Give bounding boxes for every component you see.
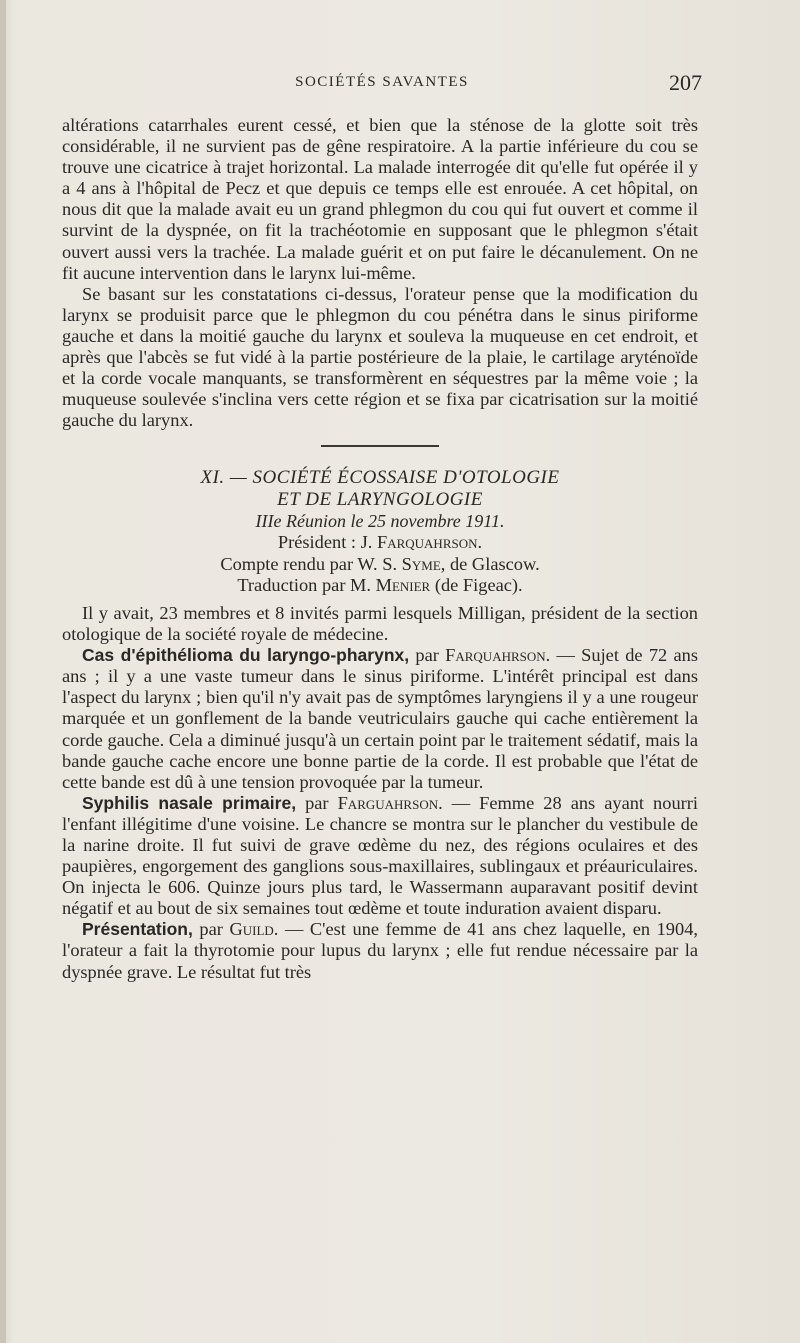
page-header — [62, 70, 702, 100]
author-guild: Guild. — [229, 919, 279, 940]
by-text: par — [409, 645, 446, 666]
section-title-line2: ET DE LARYNGOLOGIE — [277, 489, 483, 510]
case-body-presentation: — C'est une femme de 41 ans chez laquelle, en 1904, l'orateur a fait la thyrotomie pour lupus du larynx ; elle fut rendue nécessaire par la dyspnée grave. Le résultat fut très — [62, 919, 698, 982]
paragraph-orateur: Se basant sur les constatations ci-dessus, l'orateur pense que la modification du larynx se produisit parce que le phlegmon du cou pénétra dans le sinus piriforme gauche et dans la moitié gauche du larynx et souleva la muqueuse en cet endroit, et après que l'abcès se fut vidé à la partie postérieure de la plaie, le cartilage aryténoïde et la corde vocale manquants, se transformèrent en séquestres par la même voie ; la muqueuse soulevée s'inclina vers cette région et se fixa par cicatrisation sur la moitié gauche du larynx. — [62, 283, 698, 431]
page-number: 207 — [669, 70, 702, 95]
paragraph-continuation: altérations catarrhales eurent cessé, et bien que la sténose de la glotte soit très considérable, il ne survient pas de gêne respiratoire. A la partie inférieure du cou se trouve une cicatrice à trajet horizontal. La malade interrogée dit qu'elle fut opérée il y a 4 ans à l'hôpital de Pecz et que depuis ce temps elle est enrouée. A cet hôpital, on nous dit que la malade avait eu un grand phlegmon du cou qui fut ouvert et comme il survint de la dyspnée, on fit la trachéotomie en supposant que le phlegmon s'était ouvert aussi vers la trachée. La malade guérit et on put faire le décanulement. On ne fit aucune intervention dans le larynx lui-même. — [62, 115, 698, 283]
paragraph-syphilis — [62, 793, 698, 920]
author-farquahrson: Farquahrson. — [445, 645, 551, 666]
translation-prefix: Traduction par M. — [237, 575, 376, 596]
translation-name: Menier — [375, 575, 431, 596]
paragraph-presentation — [62, 919, 698, 982]
section-divider — [321, 445, 439, 447]
president-name: Farquahrson. — [376, 532, 483, 553]
section-title-line1: XI. — SOCIÉTÉ ÉCOSSAISE D'OTOLOGIE — [200, 467, 560, 489]
case-body-syphilis: — Femme 28 ans ayant nourri l'enfant illégitime d'une voisine. Le chancre se montra sur le plancher du vestibule de la narine droite. Il fut suivi de grave œdème du nez, des régions oculaires et des paupières, engorgement des ganglions sous-maxillaires, sublingaux et préauriculaires. On injecta le 606. Quinze jours plus tard, le Wassermann auparavant positif devint négatif et au bout de six semaines tout œdème et toute induration avaient disparu. — [62, 792, 698, 919]
running-head: SOCIÉTÉS SAVANTES — [295, 74, 469, 90]
case-title-epithelioma: Cas d'épithélioma du laryngo-pharynx, — [82, 645, 410, 666]
translation-suffix: (de Figeac). — [430, 575, 523, 596]
author-farguahrson: Farguahrson. — [337, 792, 443, 813]
body-text — [62, 115, 698, 983]
paragraph-epithelioma — [62, 645, 698, 793]
report-suffix: , de Glascow. — [440, 553, 540, 574]
by-text: par — [192, 919, 230, 940]
translation-line — [62, 575, 698, 597]
case-title-syphilis: Syphilis nasale primaire, — [82, 792, 297, 813]
by-text: par — [296, 792, 338, 813]
meeting-date: IIIe Réunion le 25 novembre 1911. — [255, 510, 505, 531]
report-name: Syme — [401, 553, 441, 574]
report-prefix: Compte rendu par W. S. — [220, 553, 402, 574]
paragraph-members: Il y avait, 23 membres et 8 invités parmi lesquels Milligan, président de la section otologique de la société royale de médecine. — [62, 602, 698, 645]
report-line — [62, 554, 698, 576]
case-body-epithelioma: — Sujet de 72 ans ans ; il y a une vaste tumeur dans le sinus piriforme. L'intérêt principal est dans l'aspect du larynx ; bien qu'il n'y avait pas de symptômes laryngiens il y a une rougeur marquée et un gonflement de la bande veutriculairs gauche qui cache entièrement la corde gauche. Cela a diminué jusqu'à un certain point par le traitement sédatif, mais la bande gauche cache encore une bonne partie de la corde. Il est probable que l'état de cette bande est dû à une tension provoquée par la tumeur. — [62, 645, 698, 792]
president-prefix: Président : J. — [277, 532, 377, 553]
president-line — [62, 532, 698, 554]
case-title-presentation: Présentation, — [82, 919, 193, 940]
